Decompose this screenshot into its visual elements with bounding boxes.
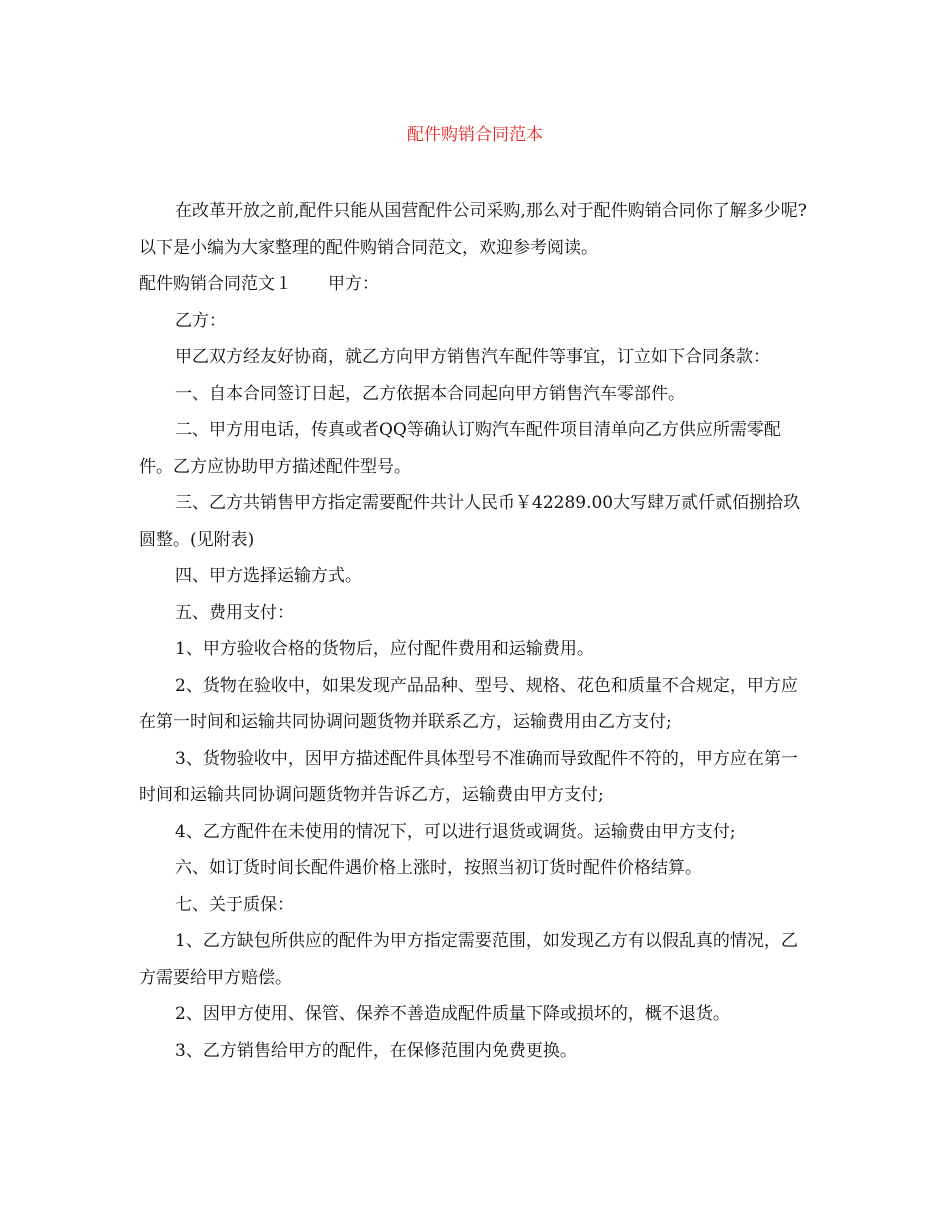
clause-4: 四、甲方选择运输方式。 (175, 566, 362, 586)
clause-5-item-1: 1、甲方验收合格的货物后，应付配件费用和运输费用。 (175, 639, 594, 659)
clause-7-heading: 七、关于质保： (175, 894, 294, 915)
party-a-label: 甲方： (328, 274, 379, 294)
clause-5-heading: 五、费用支付： (175, 602, 294, 623)
clause-5-item-3: 3、货物验收中，因甲方描述配件具体型号不准确而导致配件不符的，甲方应在第一时间和运输共同协调问题货物并告诉乙方，运输费由甲方支付; (139, 748, 798, 805)
intro-paragraph: 在改革开放之前,配件只能从国营配件公司采购,那么对于配件购销合同你了解多少呢?以下是小编为大家整理的配件购销合同范文，欢迎参考阅读。 (139, 201, 807, 258)
clause-7-item-1: 1、乙方缺包所供应的配件为甲方指定需要范围，如发现乙方有以假乱真的情况，乙方需要给甲方赔偿。 (139, 931, 798, 988)
document-body (139, 193, 811, 1069)
party-b-label: 乙方： (175, 310, 226, 331)
preamble-paragraph: 甲乙双方经友好协商，就乙方向甲方销售汽车配件等事宜，订立如下合同条款： (175, 347, 770, 367)
clause-2: 二、甲方用电话，传真或者QQ等确认订购汽车配件项目清单向乙方供应所需零配件。乙方应协助甲方描述配件型号。 (139, 420, 781, 477)
clause-5-item-4: 4、乙方配件在未使用的情况下，可以进行退货或调货。运输费由甲方支付; (175, 821, 736, 842)
clause-3: 三、乙方共销售甲方指定需要配件共计人民币￥42289.00大写肆万贰仟贰佰捌拾玖圆整。(见附表) (139, 493, 801, 550)
clause-7-item-3: 3、乙方销售给甲方的配件，在保修范围内免费更换。 (175, 1040, 577, 1061)
sample-heading-line (139, 266, 811, 303)
document-title: 配件购销合同范本 (407, 125, 543, 145)
clause-7-item-2: 2、因甲方使用、保管、保养不善造成配件质量下降或损坏的，概不退货。 (175, 1004, 730, 1024)
clause-1: 一、自本合同签订日起，乙方依据本合同起向甲方销售汽车零部件。 (175, 383, 685, 404)
sample-heading: 配件购销合同范文１ (139, 274, 292, 294)
clause-6: 六、如订货时间长配件遇价格上涨时，按照当初订货时配件价格结算。 (175, 858, 702, 878)
clause-5-item-2: 2、货物在验收中，如果发现产品品种、型号、规格、花色和质量不合规定，甲方应在第一时间和运输共同协调问题货物并联系乙方，运输费用由乙方支付; (139, 675, 798, 732)
